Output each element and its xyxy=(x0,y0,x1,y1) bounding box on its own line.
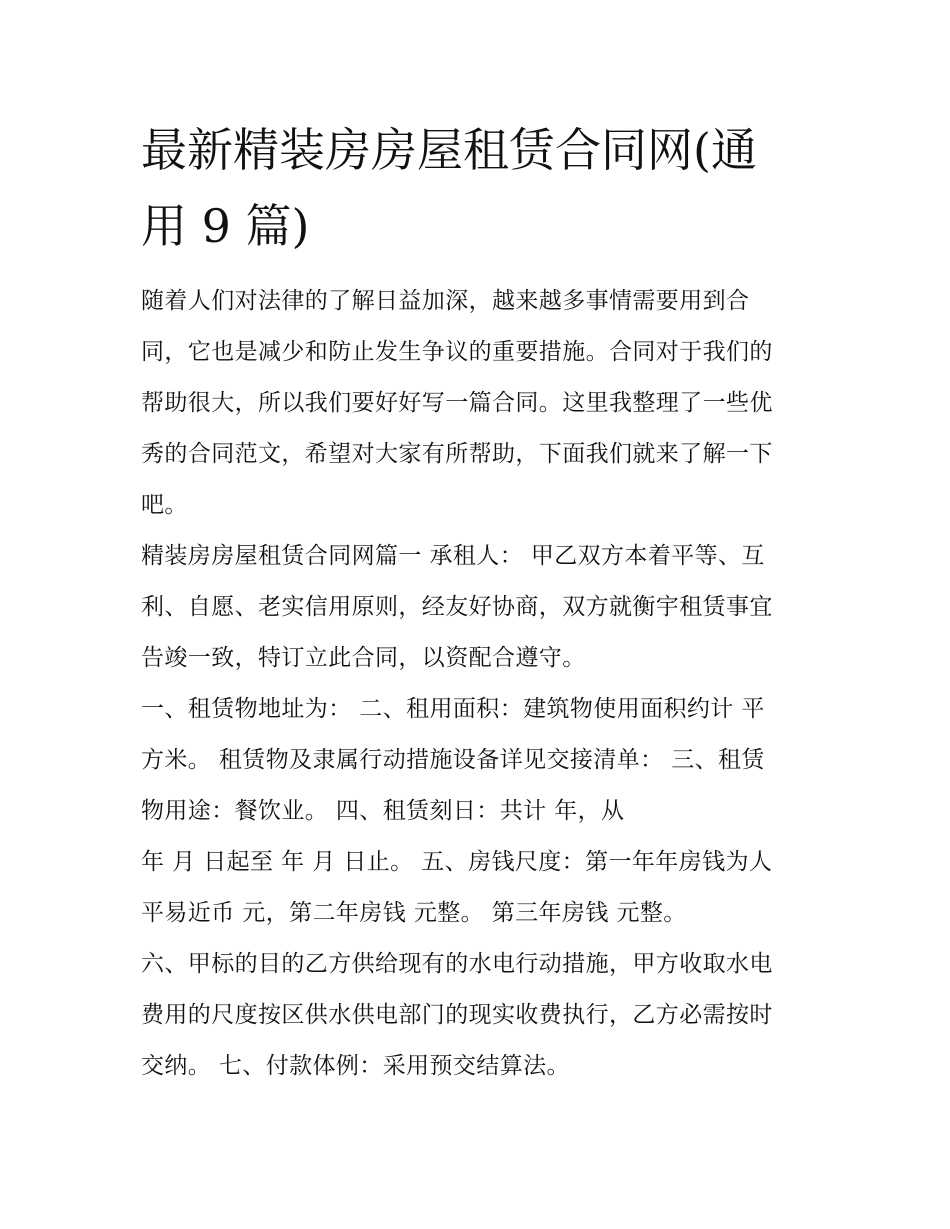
text-line: 告竣一致，特订立此合同，以资配合遵守。 xyxy=(141,645,586,671)
text-line: 方米。 租赁物及隶属行动措施设备详见交接清单： 三、租赁 xyxy=(141,747,765,773)
text-line: 一、租赁物地址为： 二、租用面积：建筑物使用面积约计 平 xyxy=(141,696,765,722)
text-line: 随着人们对法律的了解日益加深，越来越多事情需要用到合 xyxy=(141,288,750,314)
text-line: 费用的尺度按区供水供电部门的现实收费执行，乙方必需按时 xyxy=(141,1002,773,1028)
title-line-1: 最新精装房房屋租赁合同网(通 xyxy=(141,123,757,177)
text-line: 秀的合同范文，希望对大家有所帮助，下面我们就来了解一下 xyxy=(141,441,773,467)
text-line: 精装房房屋租赁合同网篇一 承租人： 甲乙双方本着平等、互 xyxy=(141,543,765,569)
text-line: 物用途：餐饮业。 四、租赁刻日：共计 年，从 xyxy=(141,798,625,824)
document-body xyxy=(141,276,821,1092)
text-line: 平易近币 元，第二年房钱 元整。 第三年房钱 元整。 xyxy=(141,900,687,926)
text-line: 同，它也是减少和防止发生争议的重要措施。合同对于我们的 xyxy=(141,339,773,365)
text-line: 利、自愿、老实信用原则，经友好协商，双方就衡宇租赁事宜 xyxy=(141,594,773,620)
text-line: 吧。 xyxy=(141,492,188,518)
text-line: 交纳。 七、付款体例：采用预交结算法。 xyxy=(141,1053,570,1079)
text-line: 六、甲标的目的乙方供给现有的水电行动措施，甲方收取水电 xyxy=(141,951,773,977)
title-line-2: 用 9 篇) xyxy=(141,199,310,253)
document-title xyxy=(141,112,821,264)
text-line: 帮助很大，所以我们要好好写一篇合同。这里我整理了一些优 xyxy=(141,390,773,416)
text-line: 年 月 日起至 年 月 日止。 五、房钱尺度：第一年年房钱为人 xyxy=(141,849,773,875)
